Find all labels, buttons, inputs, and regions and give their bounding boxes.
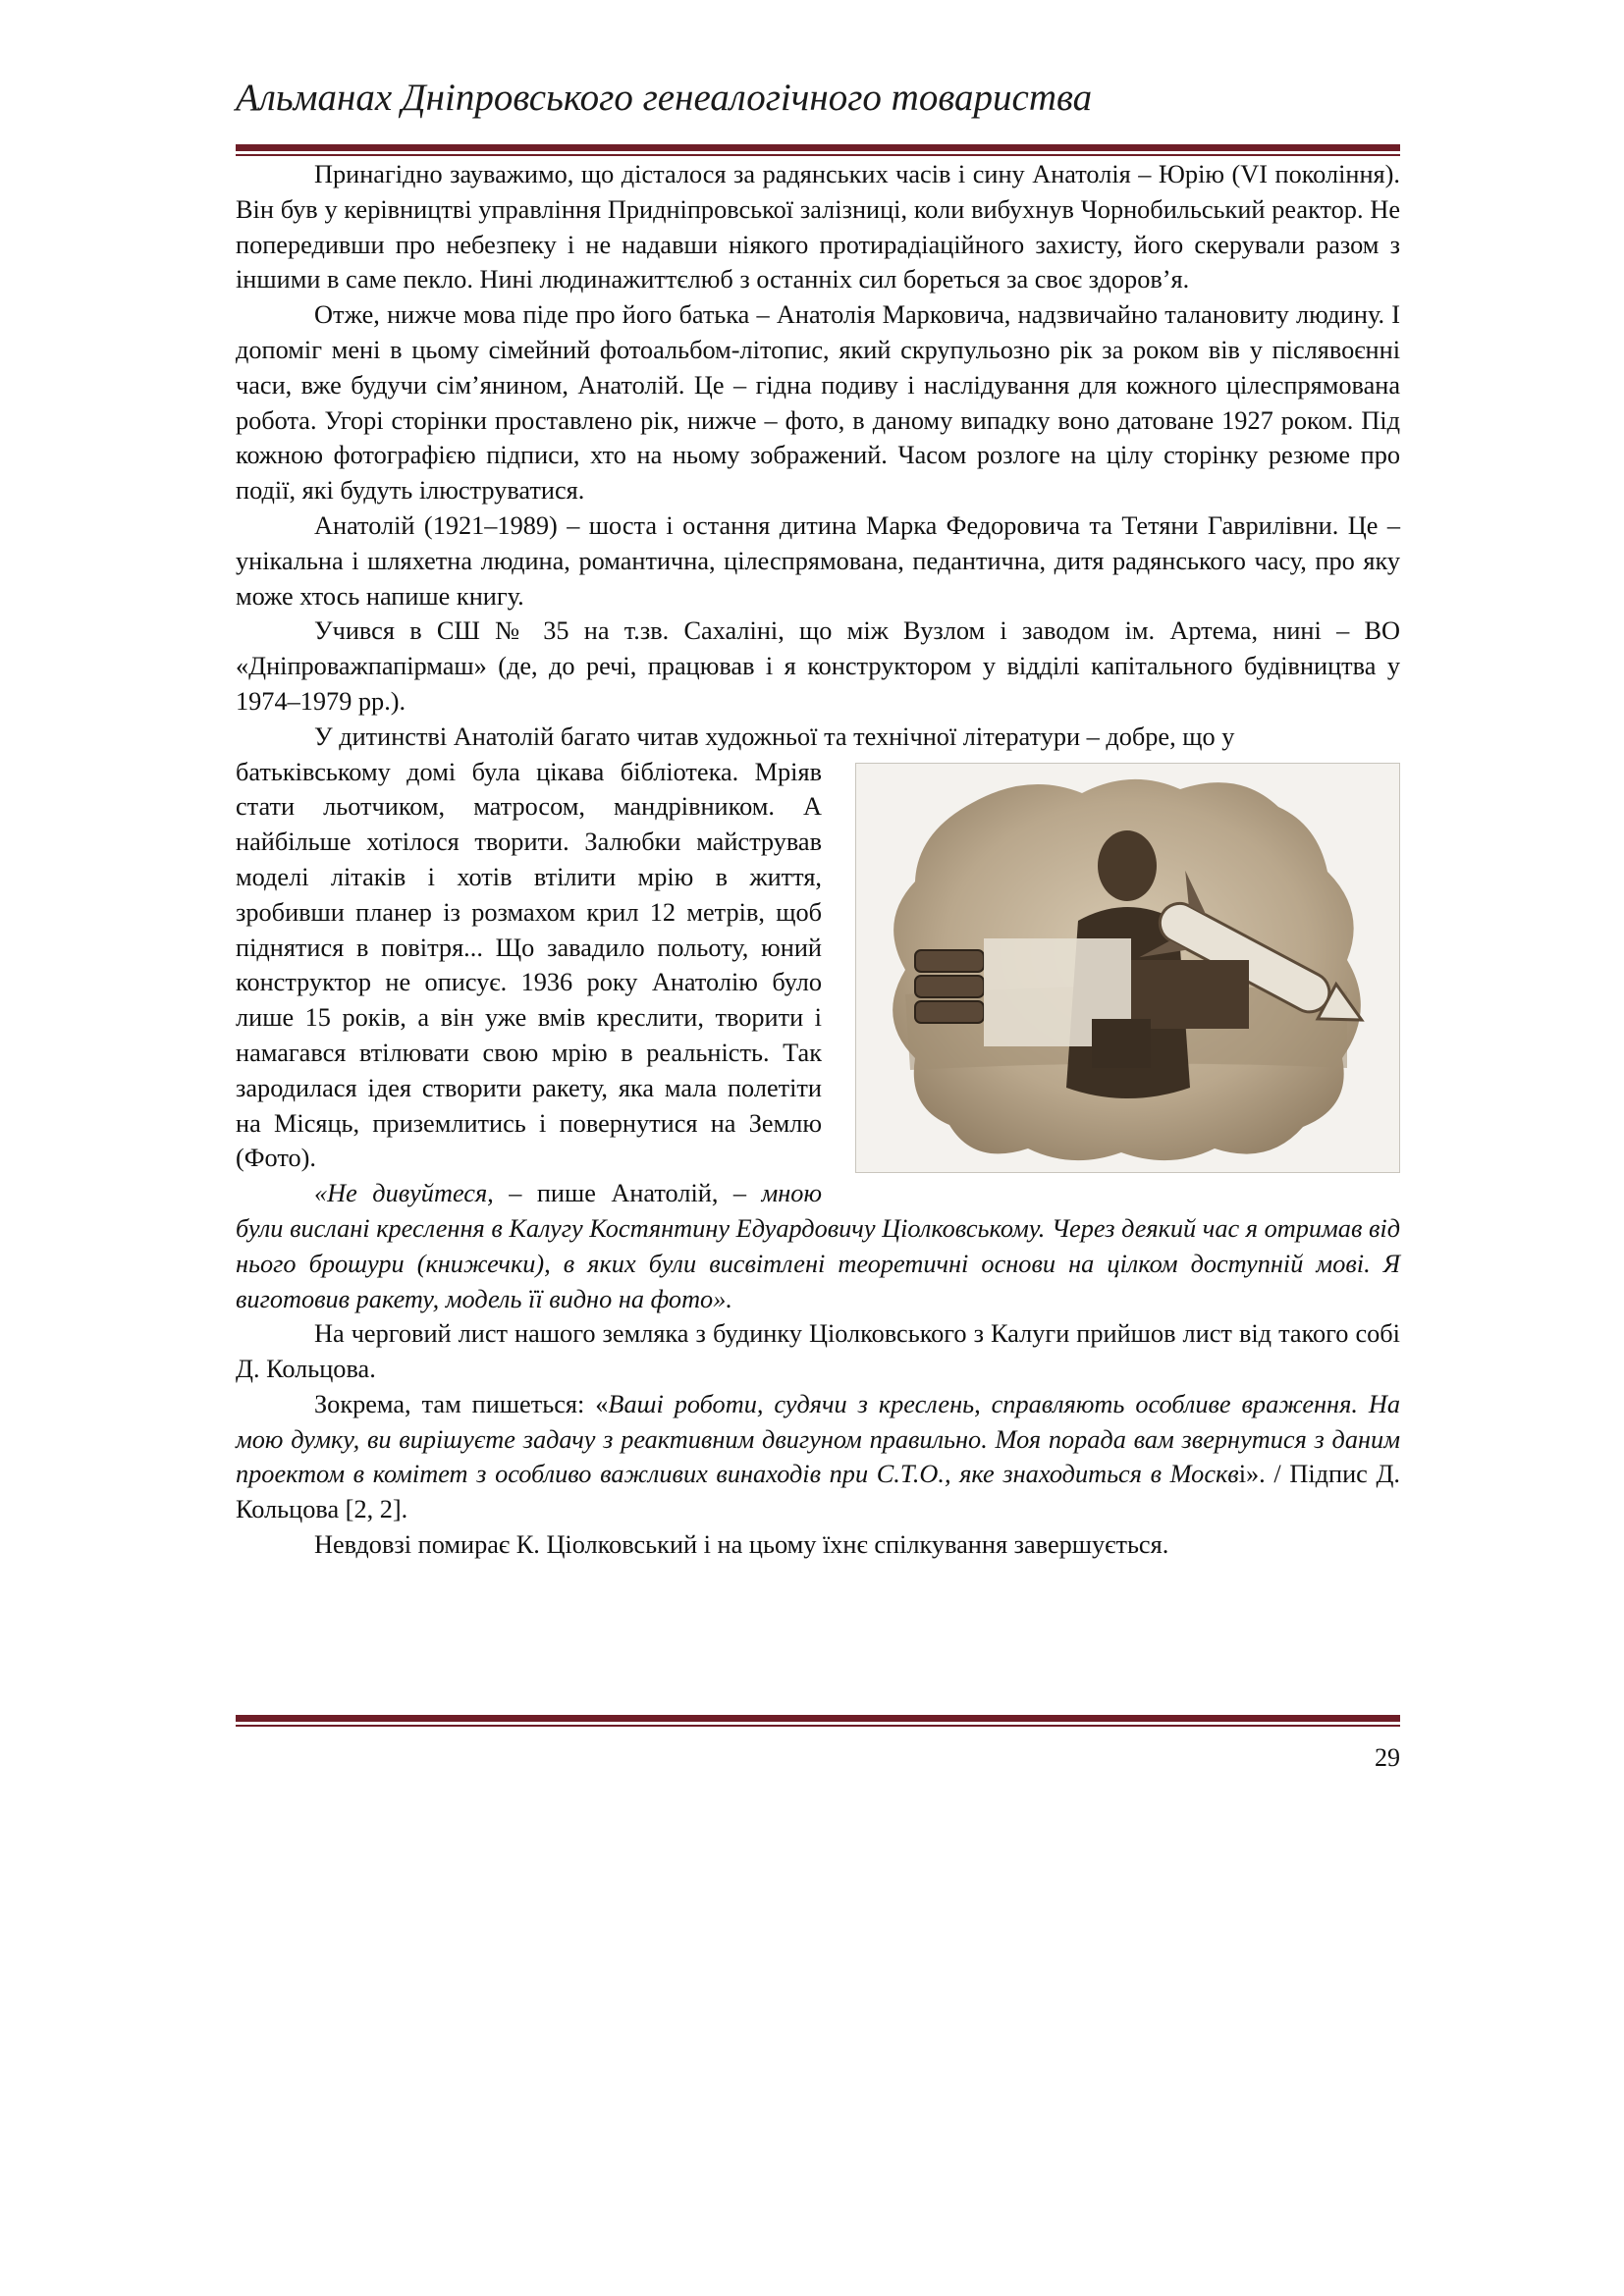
author-aside: – пише Анатолій, (493, 1179, 733, 1208)
paragraph: У дитинстві Анатолій багато читав художньої та технічної літератури – добре, що у (314, 721, 1235, 751)
article-body (236, 157, 1400, 1563)
signature-text: і». / Підпис Д. Кольцова [2, 2]. (236, 1460, 1400, 1524)
quote-paragraph (236, 1176, 1400, 1316)
paragraph: Принагідно зауважимо, що дісталося за радянських часів і сину Анатолія – Юрію (VI покоління). Він був у керівництві управління Придніпровської залізниці, коли вибухнув Чорнобильський реактор. Не попередивши про небезпеку і не надавши ніякого протирадіаційного захисту, його скерували разом з іншими в саме пекло. Нині людинажиттєлюб з останніх сил бореться за своє здоров’я. (236, 160, 1400, 294)
quote-text: – мною були вислані креслення в Калугу Костянтину Едуардовичу Ціолковському. Через деякий час я отримав від нього брошури (книжечки), в яких були висвітлені теоретичні основи на цілком доступній мові. Я виготовив ракету, модель її видно на фото». (236, 1179, 1400, 1313)
paragraph: Отже, нижче мова піде про його батька – Анатолія Марковича, надзвичайно талановиту людину. І допоміг мені в цьому сімейний фотоальбом-літопис, який скрупульозно рік за роком вів у післявоєнні часи, вже будучи сім’янином, Анатолій. Це – гідна подиву і наслідування для кожного цілеспрямована робота. Угорі сторінки проставлено рік, нижче – фото, в даному випадку воно датоване 1927 роком. Під кожною фотографією підписи, хто на ньому зображений. Часом розлоге на цілу сторінку резюме про події, які будуть ілюструватися. (236, 300, 1400, 506)
paragraph: На черговий лист нашого земляка з будинку Ціолковського з Калуги прийшов лист від такого собі Д. Кольцова. (236, 1319, 1400, 1384)
lead-in: Зокрема, там пишеться: « (314, 1389, 609, 1418)
almanac-title: Альманах Дніпровського генеалогічного товариства (236, 77, 1093, 119)
paragraph: Анатолій (1921–1989) – шоста і остання дитина Марка Федоровича та Тетяни Гаврилівни. Це – унікальна і шляхетна людина, романтична, цілеспрямована, педантична, дитя радянського часу, про яку може хтось напише книгу. (236, 510, 1400, 611)
footer-rule (236, 1715, 1400, 1727)
quote-text: Ваші роботи, судячи з креслень, справляють особливе враження. На мою думку, ви вирішуєте задачу з реактивним двигуном правильно. Моя порада вам звернутися з даним проектом в комітет з особливо важливих винаходів при С.Т.О., яке знаходиться в Москв (236, 1389, 1400, 1489)
quote-text: «Не дивуйтеся, (314, 1179, 494, 1208)
paragraph: Невдовзі помирає К. Ціолковський і на цьому їхнє спілкування завершується. (314, 1530, 1169, 1560)
photo-boy-rocket-icon (856, 764, 1399, 1172)
paragraph: Учився в СШ № 35 на т.зв. Сахаліні, що між Вузлом і заводом ім. Артема, нині – ВО «Дніпроважпапірмаш» (де, до речі, працював і я конструктором у відділі капітального будівництва у 1974–1979 рр.). (236, 616, 1400, 716)
header-rule (236, 144, 1400, 156)
quote-paragraph (236, 1387, 1400, 1527)
rocket-photo (855, 763, 1400, 1173)
paragraph: батьківському домі була цікава бібліотека. Мріяв стати льотчиком, матросом, мандрівником. А найбільше хотілося творити. Залюбки майстрував моделі літаків і хотів втілити мрію в життя, зробивши планер із розмахом крил 12 метрів, щоб піднятися в повітря... Що завадило польоту, юний конструктор не описує. 1936 року Анатолію було лише 15 років, а він уже вмів креслити, творити і намагався втілювати свою мрію в реальність. Так зародилася ідея створити ракету, яка мала полетіти на Місяць, приземлитись і повернутися на Землю (Фото). (236, 757, 822, 1173)
page-number: 29 (1375, 1743, 1400, 1772)
